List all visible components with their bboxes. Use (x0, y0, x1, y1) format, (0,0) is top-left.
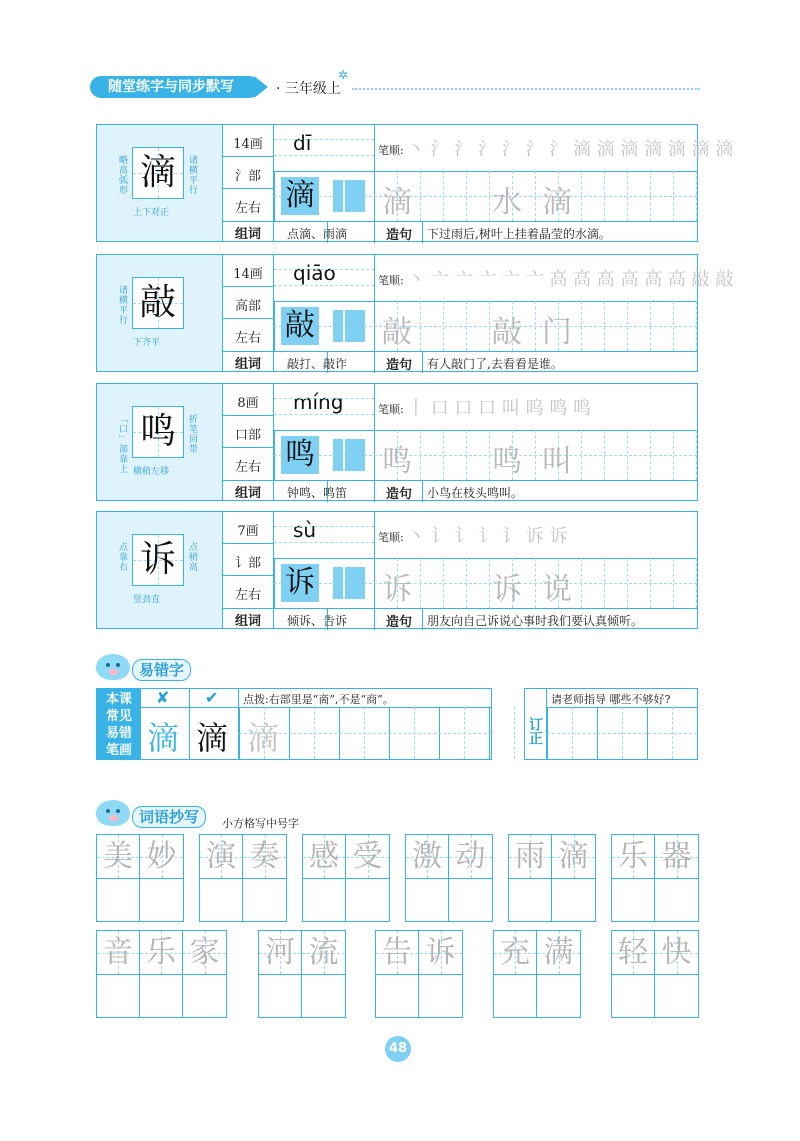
trace-character: 诉 (492, 572, 522, 607)
word-copy-box (96, 834, 184, 922)
right-character: 滴 (196, 719, 229, 757)
word-copy-box (96, 930, 227, 1018)
stroke-order-sequence: 丨 口 口 口 叫 呜 鸣 鸣 (407, 398, 592, 419)
structure: 左右 (234, 460, 261, 475)
note-bottom: 上下对正 (133, 208, 170, 218)
words-label: 组词 (234, 357, 261, 372)
trace-character: 滴 (542, 185, 572, 220)
order-label: 笔顺: (378, 531, 404, 544)
word-trace-character: 乐 (618, 839, 648, 874)
structure-diagram-icon (329, 307, 367, 345)
pinyin: dī (293, 131, 312, 155)
note-left: 「口」部靠上 (117, 414, 127, 474)
error-label-line: 易错 (105, 726, 132, 741)
word-trace-character: 河 (265, 935, 295, 970)
trace-character: 水 (492, 185, 522, 220)
structure: 左右 (234, 588, 261, 603)
example-sentence: 小鸟在枝头鸣叫。 (427, 486, 524, 500)
word-trace-character: 快 (661, 935, 692, 970)
word-examples: 敲打、敲诈 (287, 357, 348, 371)
pinyin: qiāo (293, 261, 336, 285)
word-trace-character: 诉 (425, 935, 456, 970)
card-info-column (223, 255, 274, 371)
example-sentence: 有人敲门了,去看看是谁。 (427, 357, 563, 371)
radical: 高部 (234, 299, 261, 314)
note-bottom: 下齐平 (133, 338, 161, 348)
demo-character: 敲 (281, 307, 319, 345)
card-info-column (223, 512, 274, 628)
header-title: 随堂练字与同步默写 (90, 76, 260, 98)
demo-character: 诉 (281, 564, 319, 602)
header-arrow-icon (254, 76, 268, 98)
pig-mascot-icon (96, 654, 130, 680)
word-copy-box (375, 930, 463, 1018)
radical: 口部 (234, 428, 261, 443)
example-sentence: 朋友向自己诉说心事时我们要认真倾听。 (427, 614, 644, 628)
error-practice-block (96, 688, 492, 760)
word-trace-character: 动 (455, 839, 486, 874)
word-examples: 钟鸣、鸣笛 (287, 486, 348, 500)
example-sentence: 下过雨后,树叶上挂着晶莹的水滴。 (427, 227, 611, 241)
stroke-order-sequence: 丶 讠 讠 讠 讠 诉 诉 (407, 526, 568, 547)
model-character-box (132, 406, 184, 458)
word-copy-box (302, 834, 390, 922)
note-bottom: 竖劲直 (133, 595, 161, 605)
word-trace-character: 音 (103, 935, 133, 970)
structure: 左右 (234, 331, 261, 346)
correction-block (524, 688, 698, 760)
radical: 氵部 (234, 169, 261, 184)
words-label: 组词 (234, 614, 261, 629)
wrong-character: 滴 (147, 719, 180, 757)
trace-character: 鸣 (492, 444, 522, 479)
error-hint: 点拨:右部里是“啇”,不是“商”。 (243, 693, 394, 706)
words-label: 组词 (234, 486, 261, 501)
word-trace-character: 满 (543, 935, 574, 970)
character-card (96, 511, 698, 629)
trace-character: 诉 (382, 572, 412, 607)
error-label-line: 常见 (105, 709, 132, 724)
model-character-box (132, 147, 184, 199)
stroke-count: 8画 (237, 396, 259, 411)
word-copy-box (493, 930, 581, 1018)
word-copy-box (258, 930, 346, 1018)
model-character: 诉 (139, 539, 176, 580)
order-label: 笔顺: (378, 403, 404, 416)
note-right: 诸横平行 (187, 155, 197, 195)
correction-label: 订正 (525, 689, 547, 759)
word-trace-character: 美 (103, 839, 133, 874)
word-trace-character: 器 (661, 839, 692, 874)
character-card (96, 124, 734, 243)
radical: 讠部 (234, 556, 261, 571)
cat-mascot-icon (96, 800, 130, 826)
word-copy-box (611, 930, 699, 1018)
wrong-mark-icon: ✘ (156, 688, 170, 707)
character-card (96, 254, 734, 373)
note-right: 点稍高 (187, 542, 197, 572)
word-trace-character: 演 (206, 839, 236, 874)
trace-character: 门 (542, 315, 572, 350)
trace-character: 鸣 (382, 444, 412, 479)
note-left: 点靠右 (117, 542, 127, 572)
stroke-count: 7画 (237, 524, 259, 539)
note-right: 折笔回带 (187, 414, 197, 454)
sentence-label: 造句 (385, 487, 412, 502)
structure-diagram-icon (329, 564, 367, 602)
word-trace-character: 流 (308, 935, 339, 970)
sentence-label: 造句 (385, 615, 412, 630)
pinyin: míng (293, 390, 344, 414)
card-info-column (223, 125, 274, 241)
note-left: 诸横平行 (117, 285, 127, 325)
word-examples: 倾诉、告诉 (287, 614, 348, 628)
copy-section-subtitle: 小方格写中号字 (222, 817, 299, 830)
note-left: 略高弧形 (117, 155, 127, 195)
word-copy-box (508, 834, 596, 922)
stroke-count: 14画 (233, 137, 263, 152)
stroke-count: 14画 (233, 267, 263, 282)
right-mark-icon: ✔ (205, 688, 219, 707)
word-trace-character: 感 (309, 839, 339, 874)
stroke-order-sequence: 丶 亠 亠 亠 亠 亠 高 高 高 高 高 高 敲 敲 (407, 269, 734, 290)
model-character: 滴 (139, 152, 176, 193)
word-trace-character: 充 (500, 935, 530, 970)
order-label: 笔顺: (378, 274, 404, 287)
error-section-title: 易错字 (132, 659, 191, 681)
word-trace-character: 奏 (249, 839, 280, 874)
word-trace-character: 激 (412, 839, 442, 874)
words-label: 组词 (234, 227, 261, 242)
order-label: 笔顺: (378, 144, 404, 157)
comparison-area (141, 689, 239, 759)
error-label-line: 笔画 (105, 743, 132, 758)
word-trace-character: 告 (382, 935, 412, 970)
structure-diagram-icon (329, 436, 367, 474)
word-examples: 点滴、雨滴 (287, 227, 348, 241)
error-trace-character: 滴 (247, 719, 280, 757)
sentence-label: 造句 (385, 358, 412, 373)
model-character-box (132, 277, 184, 329)
word-trace-character: 受 (352, 839, 383, 874)
word-trace-character: 轻 (618, 935, 648, 970)
card-info-column (223, 384, 274, 500)
model-character: 敲 (139, 282, 176, 323)
note-bottom: 横稍左移 (133, 467, 170, 477)
correction-prompt: 请老师指导 哪些不够好? (551, 693, 671, 706)
trace-character: 滴 (382, 185, 412, 220)
word-trace-character: 家 (189, 935, 220, 970)
stroke-order-sequence: 丶 氵 氵 氵 氵 氵 氵 滴 滴 滴 滴 滴 滴 滴 (407, 139, 734, 160)
copy-section-title: 词语抄写 (132, 806, 206, 828)
word-trace-character: 雨 (515, 839, 545, 874)
model-character-box (132, 534, 184, 586)
word-copy-box (611, 834, 699, 922)
word-copy-box (199, 834, 287, 922)
word-trace-character: 滴 (558, 839, 589, 874)
demo-character: 鸣 (281, 436, 319, 474)
sentence-label: 造句 (385, 228, 412, 243)
character-card (96, 383, 698, 501)
page-number: 48 (385, 1036, 411, 1062)
card-model-panel (97, 255, 223, 371)
structure-diagram-icon (329, 177, 367, 215)
structure: 左右 (234, 201, 261, 216)
trace-character: 敲 (492, 315, 522, 350)
error-label (97, 689, 141, 759)
trace-character: 叫 (542, 444, 572, 479)
word-trace-character: 乐 (146, 935, 176, 970)
card-model-panel (97, 512, 223, 628)
card-model-panel (97, 384, 223, 500)
word-trace-character: 妙 (146, 839, 177, 874)
model-character: 鸣 (139, 411, 176, 452)
card-model-panel (97, 125, 223, 241)
trace-character: 说 (542, 572, 572, 607)
pinyin: sù (293, 518, 317, 542)
star-icon: ✲ (338, 68, 349, 82)
header-dotted-line (352, 88, 700, 90)
header-grade: · 三年级上 (276, 81, 341, 97)
trace-character: 敲 (382, 315, 412, 350)
error-label-line: 本课 (105, 692, 132, 707)
demo-character: 滴 (281, 177, 319, 215)
word-copy-box (405, 834, 493, 922)
